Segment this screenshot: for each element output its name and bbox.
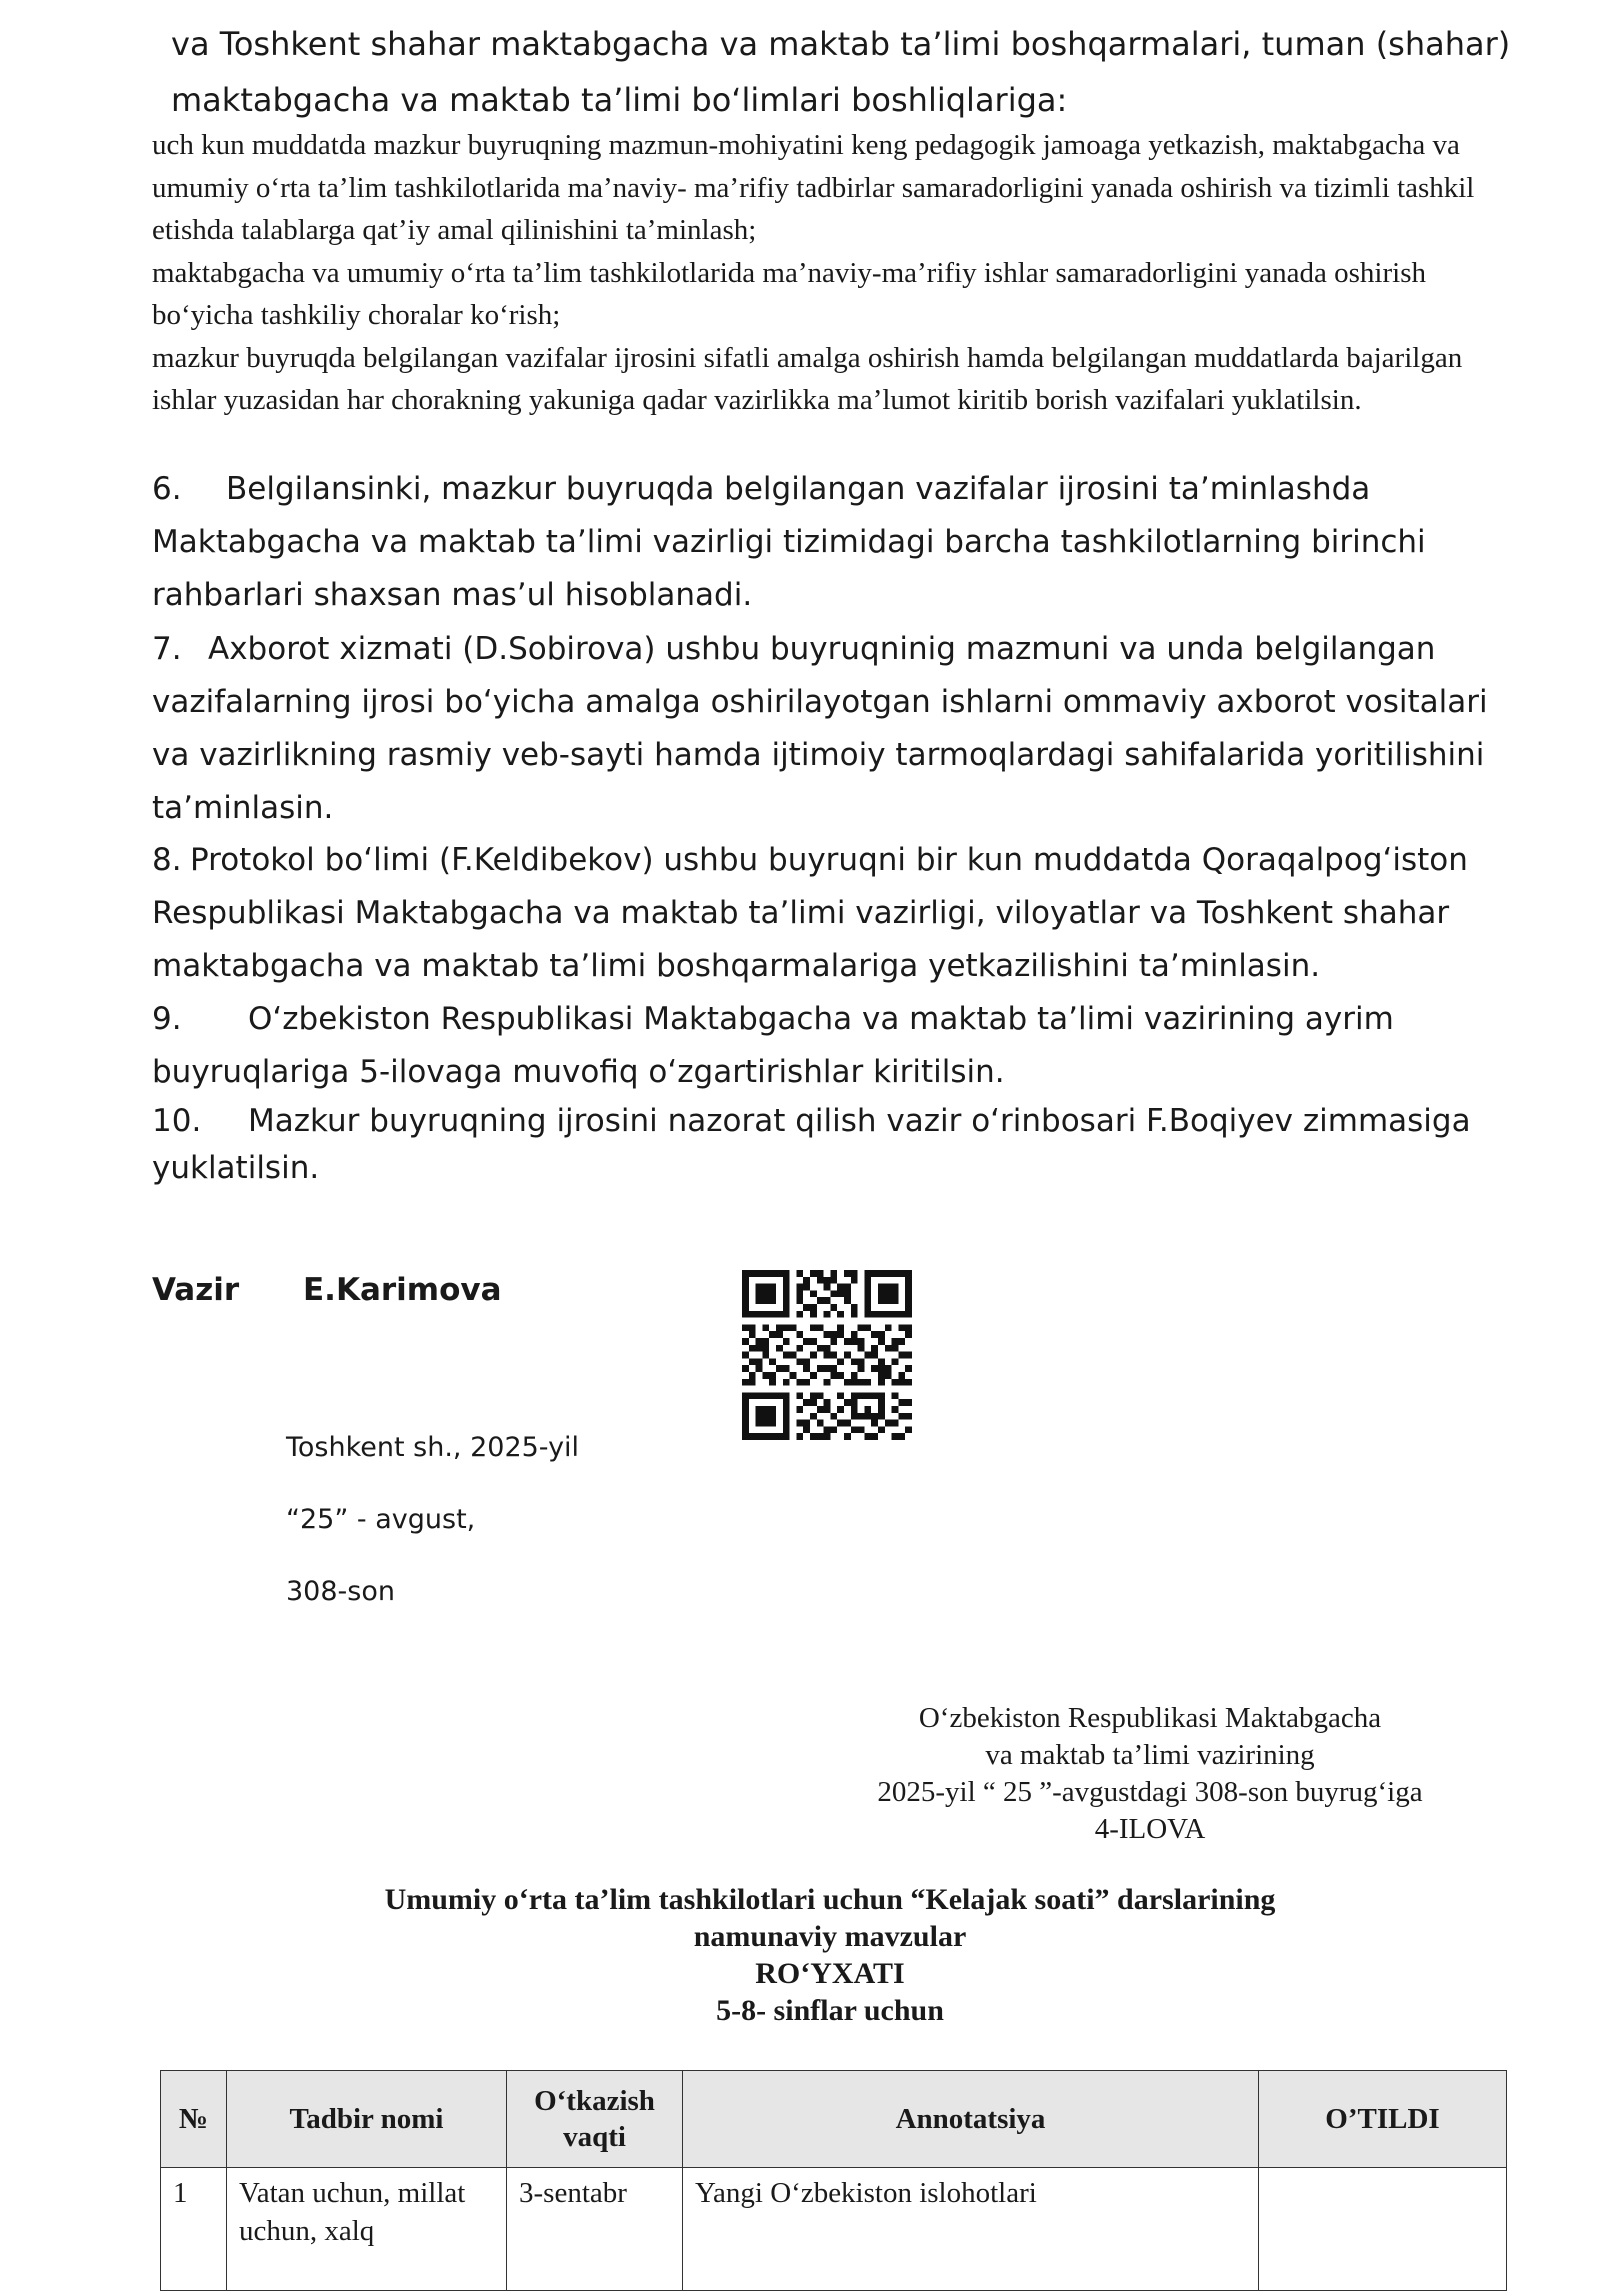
tasks-block [152, 124, 1502, 422]
title-line: RO‘YXATI [755, 1957, 905, 1990]
table-header-row [161, 2071, 1507, 2168]
signature-role: Vazir [152, 1272, 240, 1308]
table-row [161, 2168, 1507, 2291]
appendix-line: O‘zbekiston Respublikasi Maktabgacha [918, 1702, 1382, 1734]
title-line: namunaviy mavzular [693, 1920, 967, 1953]
task-paragraph: uch kun muddatda mazkur buyruqning mazmun-mohiyatini keng pedagogik jamoaga yetkazish, maktabgacha va umumiy o‘rta ta’lim tashkilotlarida ma’naviy- ma’rifiy tadbirlar samaradorligini yanada oshirish va tizimli tashkil etishda talablarga qat’iy amal qilinishini ta’minlash; [152, 129, 1475, 246]
document-number: 308-son [286, 1576, 395, 1607]
column-header-number: № [161, 2071, 227, 2168]
intro-line-1: va Toshkent shahar maktabgacha va maktab ta’limi boshqarmalari, tuman (shahar) [171, 25, 1511, 63]
document-place-year: Toshkent sh., 2025-yil [286, 1432, 580, 1463]
signature-name: E.Karimova [303, 1272, 502, 1308]
list-title [250, 1881, 1410, 2029]
qr-code-icon [742, 1270, 912, 1440]
cell-number: 1 [161, 2168, 227, 2291]
column-header-time: O‘tkazish vaqti [507, 2071, 683, 2168]
item-6 [152, 463, 1492, 622]
item-7 [152, 623, 1492, 835]
item-9 [152, 993, 1492, 1099]
cell-time: 3-sentabr [507, 2168, 683, 2291]
appendix-label: 4-ILOVA [1094, 1813, 1206, 1845]
item-text: Axborot xizmati (D.Sobirova) ushbu buyruqninig mazmuni va unda belgilangan vazifalarning ijrosi bo‘yicha amalga oshirilayotgan ishlarni ommaviy axborot vositalari va vazirlikning rasmiy veb-sayti hamda ijtimoiy tarmoqlardagi sahifalarida yoritilishini ta’minlasin. [152, 631, 1488, 826]
item-text: Mazkur buyruqning ijrosini nazorat qilish vazir o‘rinbosari F.Boqiyev zimmasiga yuklatilsin. [152, 1103, 1471, 1186]
column-header-event-name: Tadbir nomi [227, 2071, 507, 2168]
item-text: O‘zbekiston Respublikasi Maktabgacha va maktab ta’limi vazirining ayrim buyruqlariga 5-ilovaga muvofiq o‘zgartirishlar kiritilsin. [152, 1001, 1394, 1090]
appendix-line: 2025-yil “ 25 ”-avgustdagi 308-son buyrug‘iga [877, 1776, 1423, 1808]
title-line: Umumiy o‘rta ta’lim tashkilotlari uchun “Kelajak soati” darslarining [384, 1883, 1276, 1916]
task-paragraph: mazkur buyruqda belgilangan vazifalar ijrosini sifatli amalga oshirish hamda belgilangan muddatlarda bajarilgan ishlar yuzasidan har chorakning yakuniga qadar vazirlikka ma’lumot kiritib borish vazifalari yuklatilsin. [152, 341, 1463, 416]
item-text: Protokol bo‘limi (F.Keldibekov) ushbu buyruqni bir kun muddatda Qoraqalpog‘iston Respublikasi Maktabgacha va maktab ta’limi vazirligi, viloyatlar va Toshkent shahar maktabgacha va maktab ta’limi boshqarmalariga yetkazilishini ta’minlasin. [152, 842, 1468, 984]
task-paragraph: maktabgacha va umumiy o‘rta ta’lim tashkilotlarida ma’naviy-ma’rifiy ishlar samaradorligini yanada oshirish bo‘yicha tashkiliy choralar ko‘rish; [152, 256, 1426, 331]
topics-table [160, 2070, 1507, 2291]
item-10 [152, 1098, 1492, 1192]
intro-line-2: maktabgacha va maktab ta’limi bo‘limlari boshliqlariga: [171, 81, 1068, 119]
item-number: 9. [152, 1001, 182, 1037]
document-date: “25” - avgust, [286, 1504, 476, 1535]
item-8 [152, 834, 1492, 993]
item-number: 8. [152, 842, 182, 878]
item-number: 10. [152, 1103, 202, 1139]
item-number: 6. [152, 471, 182, 507]
appendix-line: va maktab ta’limi vazirining [985, 1739, 1315, 1771]
column-header-annotation: Annotatsiya [683, 2071, 1259, 2168]
appendix-header [800, 1700, 1500, 1848]
item-text: Belgilansinki, mazkur buyruqda belgilangan vazifalar ijrosini ta’minlashda Maktabgacha va maktab ta’limi vazirligi tizimidagi barcha tashkilotlarning birinchi rahbarlari shaxsan mas’ul hisoblanadi. [152, 471, 1426, 613]
item-number: 7. [152, 631, 182, 667]
column-header-completed: O’TILDI [1259, 2071, 1507, 2168]
cell-event-name: Vatan uchun, millat uchun, xalq [227, 2168, 507, 2291]
title-line: 5-8- sinflar uchun [716, 1994, 944, 2027]
cell-annotation: Yangi O‘zbekiston islohotlari [683, 2168, 1259, 2291]
cell-completed [1259, 2168, 1507, 2291]
